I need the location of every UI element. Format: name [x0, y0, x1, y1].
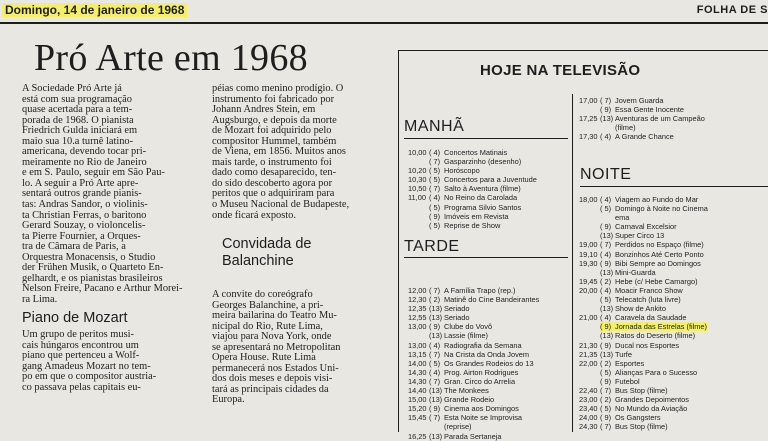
listing-time: 21,00: [579, 313, 598, 323]
listing-time: 19,00: [579, 240, 598, 250]
listing-time: 20,00: [579, 285, 598, 295]
listing-program: Os Grandes Rodeios do 13: [444, 358, 534, 368]
col1-line: sentará outros grande pianis-: [22, 188, 142, 200]
tv-listing-row: [579, 413, 765, 422]
tv-listing-row: [408, 322, 570, 331]
section-tarde: TARDE: [404, 238, 460, 255]
col2-line: Johann Andres Stein, em: [212, 104, 316, 116]
col2-line: instrumento foi fabricado por: [212, 93, 335, 105]
listing-time: 10,50: [408, 184, 427, 194]
listing-time: 17,00: [579, 96, 598, 105]
subhead-line: Balanchine: [222, 253, 294, 269]
listing-program: Grandes Depoimentos: [615, 395, 689, 405]
tv-listing-row: [579, 331, 765, 340]
listing-program: A Grande Chance: [615, 132, 674, 142]
tv-listing-row: [408, 331, 570, 340]
subhead-line: Convidada de: [222, 236, 312, 252]
listing-program: Perdidos no Espaço (filme): [615, 240, 704, 250]
col1-line: Gerard Souzay, o violoncelis-: [22, 220, 146, 232]
col1-line: meiramente no Rio de Janeiro: [22, 156, 147, 168]
col1-line: der Frühen Musik, o Quarteto En-: [22, 262, 164, 274]
col1-line: porada de 1968. O pianista: [22, 114, 134, 126]
subhead-balanchine: [222, 236, 312, 270]
listing-time: 12,00: [408, 286, 427, 295]
tv-listing-row: [408, 193, 570, 202]
listing-time: 17,30: [579, 132, 598, 142]
listing-program: Programa Silvio Santos: [444, 202, 522, 212]
col1-line: ta Pierre Fournier, a Orques-: [22, 230, 141, 242]
col2b-line: se apresentará no Metropolitan: [212, 341, 341, 353]
tv-listing-row: [579, 268, 765, 277]
section-manha: MANHÃ: [404, 118, 465, 135]
listing-program: Aventuras de um Campeão: [615, 114, 705, 124]
listing-program: Gran. Circo do Arrelia: [444, 376, 516, 386]
col2b-line: nicipal do Rio, Rute Lima,: [212, 320, 323, 332]
tv-listing-row: [408, 422, 570, 431]
listing-program: Telecatch (luta livre): [615, 295, 681, 305]
listing-channel: ( 7): [600, 240, 612, 250]
listing-program: Lassie (filme): [444, 331, 488, 341]
listing-channel: (13): [600, 114, 614, 124]
tv-list-tarde-continued: [579, 96, 765, 141]
col2b-line: viajou para Nova York, onde: [212, 331, 332, 343]
listing-program: Mini-Guarda: [615, 267, 656, 277]
listing-time: 15,45: [408, 413, 427, 423]
listing-channel: ( 4): [429, 148, 441, 157]
listing-program: Seriado: [444, 313, 470, 323]
listing-program: Na Crista da Onda Jovem: [444, 349, 530, 359]
listing-channel: ( 9): [429, 322, 441, 332]
listing-program: (filme): [615, 123, 636, 133]
col1-line: ta Christian Ferras, o baritono: [22, 209, 147, 221]
listing-channel: ( 4): [429, 340, 441, 350]
tv-listing-row: [579, 395, 765, 404]
tv-listing-row: [579, 259, 765, 268]
tv-listing-row: [408, 350, 570, 359]
col1b-line: Um grupo de peritos musi-: [22, 329, 134, 340]
tv-listing-row: [579, 350, 765, 359]
tv-listing-row: [408, 341, 570, 350]
col1-line: tas: Andras Sandor, o violinis-: [22, 199, 148, 211]
listing-time: 22,00: [579, 358, 598, 368]
listing-program: A Família Trapo (rep.): [444, 286, 516, 295]
listing-time: 10,30: [408, 175, 427, 185]
tv-listing-row: [579, 231, 765, 240]
noite-rule: [580, 186, 768, 187]
article-col1: [22, 84, 202, 305]
listing-time: 19,10: [579, 249, 598, 259]
tv-listing-row: [579, 213, 765, 222]
listing-program: (reprise): [444, 422, 472, 432]
listing-time: 14,30: [408, 367, 427, 377]
col2b-line: Europa.: [212, 394, 245, 406]
listing-channel: (13): [600, 331, 614, 341]
tv-listing-row: [408, 175, 570, 184]
listing-time: 13,00: [408, 322, 427, 332]
tv-listing-row: [408, 359, 570, 368]
tv-listing-row: [579, 404, 765, 413]
listing-channel: (13): [600, 231, 614, 241]
masthead-rule: [0, 22, 768, 24]
tv-box-top-rule: [398, 50, 768, 51]
listing-program: Bus Stop (filme): [615, 422, 668, 432]
col2-line: o Museu Nacional de Budapeste,: [212, 199, 350, 211]
listing-time: 12,30: [408, 295, 427, 305]
listing-channel: ( 9): [429, 404, 441, 414]
tv-listing-row: [579, 304, 765, 313]
listing-channel: (13): [600, 267, 614, 277]
listing-channel: (13): [429, 395, 443, 405]
listing-program: Clube do Vovô: [444, 322, 493, 332]
col1-line: está com sua programação: [22, 93, 132, 105]
tv-listing-row: [408, 395, 570, 404]
listing-program: Alianças Para o Sucesso: [615, 367, 698, 377]
listing-channel: ( 9): [429, 211, 441, 221]
listing-channel: ( 7): [600, 96, 612, 105]
listing-program: Hebe (c/ Hebe Camargo): [615, 276, 698, 286]
col2-line: do sido descoberto agora por: [212, 177, 333, 189]
listing-channel: ( 9): [600, 340, 612, 350]
tv-listing-row: [579, 114, 765, 123]
tv-listing-row: [579, 123, 765, 132]
listing-program: Essa Gente Inocente: [615, 105, 685, 115]
tv-listing-row: [579, 132, 765, 141]
tv-listing-row: [579, 105, 765, 114]
col1b-line: co passava pelas capitais eu-: [22, 381, 141, 393]
listing-channel: ( 5): [429, 175, 441, 185]
listing-time: 13,15: [408, 349, 427, 359]
listing-program: Cinema aos Domingos: [444, 404, 519, 414]
listing-time: 14,30: [408, 376, 427, 386]
listing-channel: ( 7): [429, 413, 441, 423]
col2b-line: permanecerá nos Estados Uni-: [212, 362, 339, 374]
listing-program: Carnaval Excelsior: [615, 222, 677, 232]
tv-box-left-rule: [398, 50, 399, 432]
tv-listing-row: [579, 422, 765, 431]
col1-line: americana, devendo tocar pri-: [22, 146, 147, 158]
listing-time: 16,25: [408, 431, 427, 441]
listing-channel: ( 7): [600, 422, 612, 432]
col1b-line: cais húngaros encontrou um: [22, 339, 139, 351]
col2-line: de Viena, em 1856. Muitos anos: [212, 146, 346, 158]
tv-listing-row: [579, 222, 765, 231]
listing-time: 13,00: [408, 340, 427, 350]
listing-program: Reprise de Show: [444, 220, 501, 230]
listing-channel: ( 9): [600, 222, 612, 232]
listing-channel: (13): [600, 304, 614, 314]
col2-line: péias como menino prodígio. O: [212, 83, 344, 94]
listing-program: Esportes: [615, 358, 645, 368]
listing-channel: ( 2): [600, 395, 612, 405]
listing-time: 19,45: [579, 276, 598, 286]
tv-list-manha: [408, 148, 570, 230]
col1-line: Friedrich Gulda iniciará em: [22, 125, 138, 137]
tv-listing-row: [579, 313, 765, 322]
listing-channel: ( 5): [429, 220, 441, 230]
listing-channel: ( 9): [600, 258, 612, 268]
listing-time: 21,35: [579, 349, 598, 359]
article-col2b: [212, 290, 390, 406]
col2b-line: Georges Balanchine, a pri-: [212, 299, 324, 311]
listing-channel: ( 4): [600, 285, 612, 295]
listing-program: Turfe: [615, 349, 632, 359]
listing-time: 17,25: [579, 114, 598, 124]
listing-channel: ( 4): [600, 132, 612, 142]
listing-channel: ( 2): [600, 276, 612, 286]
listing-channel: ( 7): [429, 376, 441, 386]
listing-program: No Mundo da Aviação: [615, 404, 688, 414]
listing-program: Jovem Guarda: [615, 96, 664, 105]
tv-listing-row: [408, 313, 570, 322]
col2-line: dado como desaparecido, ten-: [212, 167, 337, 179]
tv-listing-row: [408, 377, 570, 386]
tv-listing-row: [579, 204, 765, 213]
listing-program: Domingo à Noite no Cinema: [615, 204, 708, 214]
listing-time: 12,35: [408, 304, 427, 314]
listing-channel: ( 4): [600, 249, 612, 259]
listing-channel: ( 5): [600, 367, 612, 377]
listing-program: Radiografia da Semana: [444, 340, 522, 350]
tv-listing-row: [579, 377, 765, 386]
listing-program: Os Gangsters: [615, 413, 661, 423]
listing-channel: ( 7): [429, 349, 441, 359]
col2b-line: A convite do coreógrafo: [212, 289, 313, 300]
listing-channel: ( 5): [429, 166, 441, 176]
tv-listing-row: [408, 184, 570, 193]
tv-listing-row: [579, 286, 765, 295]
tv-listing-row: [579, 359, 765, 368]
tv-listing-row: [408, 286, 570, 295]
manha-rule: [404, 138, 568, 139]
tv-listing-row: [408, 166, 570, 175]
col2-line: onde ficará exposto.: [212, 209, 296, 221]
newspaper-name: FOLHA DE S: [696, 4, 768, 16]
listing-time: 18,00: [579, 195, 598, 204]
listing-program: Caravela da Saudade: [615, 313, 687, 323]
listing-program: Grande Rodeio: [444, 395, 495, 405]
listing-program: Jornada das Estrelas (filme): [615, 322, 708, 332]
listing-channel: ( 9): [600, 413, 612, 423]
listing-program: Concertos para a Juventude: [444, 175, 537, 185]
listing-channel: ( 5): [429, 358, 441, 368]
listing-program: Viagem ao Fundo do Mar: [615, 195, 699, 204]
tv-listing-row: [408, 148, 570, 157]
tv-listing-row: [579, 277, 765, 286]
listing-program: Ratos do Deserto (filme): [615, 331, 696, 341]
listing-channel: (13): [600, 349, 614, 359]
listing-program: Parada Sertaneja: [444, 431, 502, 441]
col2-line: compositor Hummel, também: [212, 135, 337, 147]
tv-listing-row: [408, 203, 570, 212]
listing-channel: ( 2): [600, 358, 612, 368]
col1-line: gelhardt, e os pianistas brasileiros: [22, 272, 163, 284]
tv-listing-row: [408, 413, 570, 422]
tv-heading: HOJE NA TELEVISÃO: [480, 62, 641, 79]
listing-channel: ( 7): [429, 157, 441, 167]
listing-channel: ( 7): [600, 385, 612, 395]
col1-line: Nelson Freire, Pacano e Arthur Morei-: [22, 283, 183, 295]
col1-line: e em S. Paulo, seguir em São Pau-: [22, 167, 165, 179]
tv-col-divider: [572, 94, 573, 432]
col2-line: Augsburgo, e depois da morte: [212, 114, 337, 126]
listing-program: Imóveis em Revista: [444, 211, 509, 221]
listing-channel: ( 4): [600, 195, 612, 204]
tv-listing-row: [408, 221, 570, 230]
col1b-line: piano que pertenceu a Wolf-: [22, 350, 140, 362]
listing-channel: ( 7): [429, 184, 441, 194]
listing-program: Horóscopo: [444, 166, 480, 176]
listing-program: Bibi Sempre ao Domingos: [615, 258, 701, 268]
listing-program: Matinê do Cine Bandeirantes: [444, 295, 540, 305]
article-col1b: [22, 330, 202, 393]
col2b-line: tará as principais cidades da: [212, 383, 329, 395]
col1-line: maio sua 10.a turnê latino-: [22, 135, 134, 147]
listing-channel: ( 9): [600, 322, 615, 331]
tv-listing-row: [408, 212, 570, 221]
listing-program: Seriado: [444, 304, 470, 314]
tv-listing-row: [579, 322, 765, 331]
col1-line: lo. A seguir a Pró Arte apre-: [22, 177, 139, 189]
listing-time: 23,00: [579, 395, 598, 405]
listing-program: Salto à Aventura (filme): [444, 184, 521, 194]
tv-listing-row: [408, 432, 570, 441]
listing-time: 19,30: [579, 258, 598, 268]
listing-channel: ( 5): [600, 404, 612, 414]
listing-channel: (13): [429, 331, 443, 341]
tv-listing-row: [579, 386, 765, 395]
listing-program: No Reino da Carolada: [444, 193, 518, 203]
listing-time: 14,00: [408, 358, 427, 368]
col1b-line: po em que o compositor austria-: [22, 371, 157, 383]
article-title: Pró Arte em 1968: [34, 37, 308, 79]
listing-program: Show de Ankito: [615, 304, 666, 314]
tarde-rule: [404, 257, 568, 258]
listing-channel: (13): [429, 386, 443, 396]
listing-program: Super Circo 13: [615, 231, 665, 241]
section-noite: NOITE: [580, 166, 632, 183]
tv-list-tarde: [408, 286, 570, 441]
listing-time: 10,20: [408, 166, 427, 176]
col2b-line: Opera House. Rute Lima: [212, 352, 316, 364]
listing-time: 24,30: [579, 422, 598, 432]
tv-listing-row: [408, 157, 570, 166]
col1-line: tra de Câmara de Paris, a: [22, 241, 126, 253]
listing-channel: ( 7): [429, 286, 441, 295]
listing-channel: ( 4): [429, 193, 441, 203]
listing-program: Esta Noite se Improvisa: [444, 413, 523, 423]
listing-channel: (13): [429, 304, 443, 314]
tv-listing-row: [408, 404, 570, 413]
col2-line: mais tarde, o instrumento foi: [212, 156, 332, 168]
listing-time: 14,40: [408, 386, 427, 396]
listing-time: 23,40: [579, 404, 598, 414]
listing-time: 11,00: [408, 193, 426, 203]
tv-listing-row: [579, 240, 765, 249]
listing-time: 24,00: [579, 413, 598, 423]
listing-channel: ( 9): [600, 376, 612, 386]
col2b-line: meira bailarina do Teatro Mu-: [212, 310, 337, 322]
listing-program: Gasparzinho (desenho): [444, 157, 522, 167]
listing-channel: ( 5): [600, 295, 612, 305]
col1-line: ra Lima.: [22, 293, 58, 305]
listing-channel: (13): [429, 431, 443, 441]
listing-channel: ( 2): [429, 295, 441, 305]
col2-line: de Mozart foi adquirido pelo: [212, 125, 332, 137]
listing-program: Bonzinhos Até Certo Ponto: [615, 249, 704, 259]
listing-channel: ( 5): [429, 202, 441, 212]
listing-channel: ( 5): [600, 204, 612, 214]
listing-channel: ( 4): [600, 313, 612, 323]
tv-listing-row: [579, 195, 765, 204]
tv-listing-row: [408, 295, 570, 304]
col1-line: quase acertada para a tem-: [22, 104, 133, 116]
col1-line: Orquestra Monacensis, o Studio: [22, 251, 156, 263]
listing-time: 21,30: [579, 340, 598, 350]
listing-program: Ducal nos Esportes: [615, 340, 680, 350]
tv-list-noite: [579, 195, 765, 431]
listing-channel: ( 4): [429, 367, 441, 377]
listing-program: Moacir Franco Show: [615, 285, 683, 295]
listing-time: 10,00: [408, 148, 427, 157]
masthead-date: Domingo, 14 de janeiro de 1968: [2, 3, 187, 17]
listing-program: Concertos Matinais: [444, 148, 508, 157]
article-col2: [212, 84, 390, 221]
listing-channel: (13): [429, 313, 443, 323]
listing-time: 15,00: [408, 395, 427, 405]
subhead-piano: Piano de Mozart: [22, 310, 128, 326]
col2-line: peritos que o adquiriram para: [212, 188, 335, 200]
listing-time: 22,40: [579, 385, 598, 395]
listing-time: 12,55: [408, 313, 427, 323]
listing-program: Bus Stop (filme): [615, 385, 668, 395]
tv-listing-row: [408, 304, 570, 313]
col1b-line: gang Amadeus Mozart no tem-: [22, 360, 151, 372]
tv-listing-row: [579, 368, 765, 377]
tv-listing-row: [408, 368, 570, 377]
listing-program: The Monkees: [444, 386, 489, 396]
col2b-line: dos dois meses e depois visi-: [212, 373, 333, 385]
listing-channel: ( 9): [600, 105, 612, 115]
listing-time: 15,20: [408, 404, 427, 414]
listing-program: Futebol: [615, 376, 640, 386]
tv-listing-row: [579, 96, 765, 105]
tv-listing-row: [579, 341, 765, 350]
listing-program: ema: [615, 213, 630, 223]
tv-listing-row: [408, 386, 570, 395]
col1-line: A Sociedade Pró Arte já: [22, 83, 122, 94]
tv-listing-row: [579, 295, 765, 304]
tv-listing-row: [579, 250, 765, 259]
listing-program: Prog. Airton Rodrigues: [444, 367, 519, 377]
